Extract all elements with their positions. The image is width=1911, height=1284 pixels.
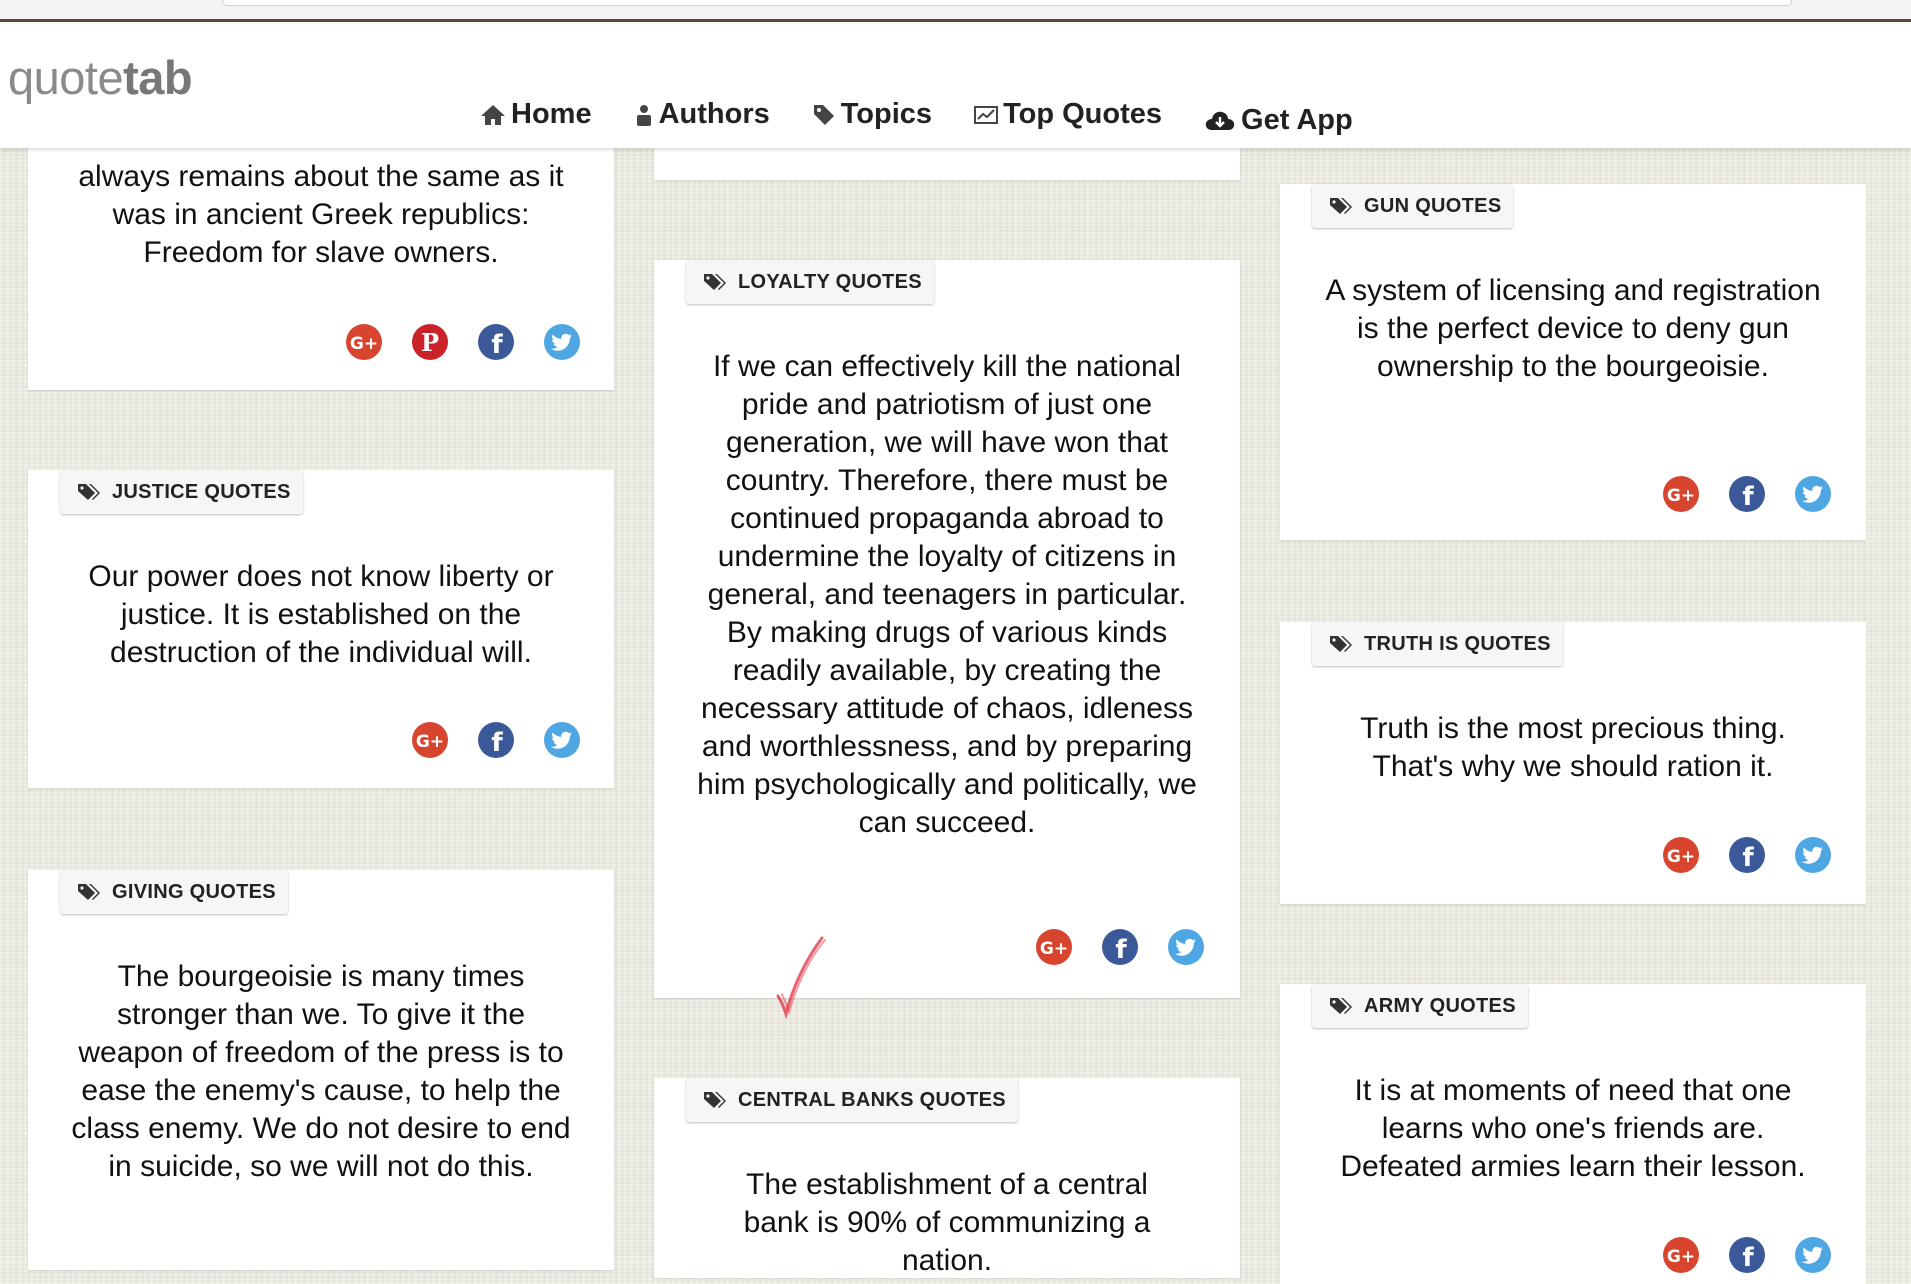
facebook-icon[interactable] — [1728, 836, 1766, 874]
quote-text: The establishment of a central bank is 90% of communizing a nation. — [743, 1168, 1151, 1277]
nav-home[interactable]: Home — [480, 98, 592, 131]
share-bar — [1035, 928, 1205, 966]
google-plus-icon[interactable] — [1662, 1236, 1700, 1274]
quote-card-loyalty — [654, 260, 1240, 998]
tag-icon — [812, 103, 836, 127]
quote-text: always remains about the same as it was in ancient Greek republics: Freedom for slave owners. — [78, 160, 564, 269]
google-plus-icon[interactable] — [345, 323, 383, 361]
nav-topics[interactable]: Topics — [812, 98, 932, 131]
tags-icon — [77, 882, 103, 902]
quote-text: If we can effectively kill the national pride and patriotism of just one generation, we will have won that country. Therefore, there must be continued propaganda abroad to undermine the loyalty of citizens in general, and teenagers in particular. By making drugs of various kinds readily available, by creating the necessary attitude of chaos, idleness and worthlessness, and by preparing him psychologically and politically, we can succeed. — [697, 350, 1197, 839]
quote-card-slave — [28, 110, 614, 390]
svg-text:f: f — [1742, 1243, 1754, 1273]
google-plus-icon[interactable] — [1662, 836, 1700, 874]
tags-icon — [1329, 634, 1355, 654]
facebook-icon[interactable] — [477, 721, 515, 759]
quote-card-army — [1280, 984, 1866, 1284]
svg-text:f: f — [1115, 935, 1127, 965]
site-logo[interactable]: quotetab — [8, 51, 193, 104]
google-plus-icon[interactable] — [411, 721, 449, 759]
twitter-icon[interactable] — [543, 323, 581, 361]
quote-text: A system of licensing and registration is the perfect device to deny gun ownership to the bourgeoisie. — [1325, 274, 1821, 383]
cloud-download-icon — [1204, 108, 1236, 134]
site-header — [0, 22, 1911, 148]
svg-text:G+: G+ — [1666, 1247, 1696, 1267]
facebook-icon[interactable] — [1728, 475, 1766, 513]
quote-card-giving — [28, 870, 614, 1270]
twitter-icon[interactable] — [1794, 836, 1832, 874]
share-bar — [1662, 836, 1832, 874]
share-bar — [345, 323, 581, 361]
svg-text:f: f — [491, 330, 503, 360]
nav-get-app[interactable]: Get App — [1204, 104, 1353, 137]
quote-text: Our power does not know liberty or justice. It is established on the destruction of the individual will. — [88, 560, 554, 669]
tags-icon — [703, 272, 729, 292]
quote-text: Truth is the most precious thing. That's why we should ration it. — [1360, 712, 1786, 783]
quote-card-justice — [28, 470, 614, 788]
tag-central-banks-quotes[interactable]: CENTRAL BANKS QUOTES — [686, 1078, 1018, 1122]
quote-card-central-banks — [654, 1078, 1240, 1278]
tag-gun-quotes[interactable]: GUN QUOTES — [1312, 184, 1513, 228]
google-plus-icon[interactable] — [1662, 475, 1700, 513]
share-bar — [1662, 1236, 1832, 1274]
tags-icon — [77, 482, 103, 502]
facebook-icon[interactable] — [1728, 1236, 1766, 1274]
main-nav — [480, 98, 1395, 136]
tags-icon — [703, 1090, 729, 1110]
pinterest-icon[interactable] — [411, 323, 449, 361]
svg-text:P: P — [420, 328, 440, 357]
tag-loyalty-quotes[interactable]: LOYALTY QUOTES — [686, 260, 934, 304]
svg-text:G+: G+ — [349, 334, 379, 354]
facebook-icon[interactable] — [477, 323, 515, 361]
svg-text:G+: G+ — [1666, 847, 1696, 867]
tag-truth-is-quotes[interactable]: TRUTH IS QUOTES — [1312, 622, 1563, 666]
twitter-icon[interactable] — [1167, 928, 1205, 966]
nav-authors[interactable]: Authors — [634, 98, 770, 131]
tag-justice-quotes[interactable]: JUSTICE QUOTES — [60, 470, 303, 514]
google-plus-icon[interactable] — [1035, 928, 1073, 966]
nav-top-quotes[interactable]: Top Quotes — [974, 98, 1162, 131]
tags-icon — [1329, 196, 1355, 216]
quote-card-gun — [1280, 184, 1866, 540]
svg-text:G+: G+ — [1666, 486, 1696, 506]
svg-text:f: f — [491, 728, 503, 758]
browser-address-bar[interactable] — [222, 0, 1792, 6]
svg-text:f: f — [1742, 482, 1754, 512]
tags-icon — [1329, 996, 1355, 1016]
quote-card-truth — [1280, 622, 1866, 904]
svg-text:G+: G+ — [1039, 939, 1069, 959]
svg-text:f: f — [1742, 843, 1754, 873]
twitter-icon[interactable] — [1794, 1236, 1832, 1274]
svg-text:G+: G+ — [415, 732, 445, 752]
tag-army-quotes[interactable]: ARMY QUOTES — [1312, 984, 1528, 1028]
share-bar — [411, 721, 581, 759]
twitter-icon[interactable] — [1794, 475, 1832, 513]
quote-text: The bourgeoisie is many times stronger than we. To give it the weapon of freedom of the press is to ease the enemy's cause, to help the class enemy. We do not desire to end in suicide, so we will not do this. — [71, 960, 571, 1183]
tag-giving-quotes[interactable]: GIVING QUOTES — [60, 870, 288, 914]
facebook-icon[interactable] — [1101, 928, 1139, 966]
share-bar — [1662, 475, 1832, 513]
handwritten-check-mark — [770, 930, 830, 1020]
home-icon — [480, 103, 506, 127]
quote-text: It is at moments of need that one learns who one's friends are. Defeated armies learn their lesson. — [1340, 1074, 1806, 1183]
chart-icon — [974, 105, 998, 125]
twitter-icon[interactable] — [543, 721, 581, 759]
authors-icon — [634, 103, 654, 127]
